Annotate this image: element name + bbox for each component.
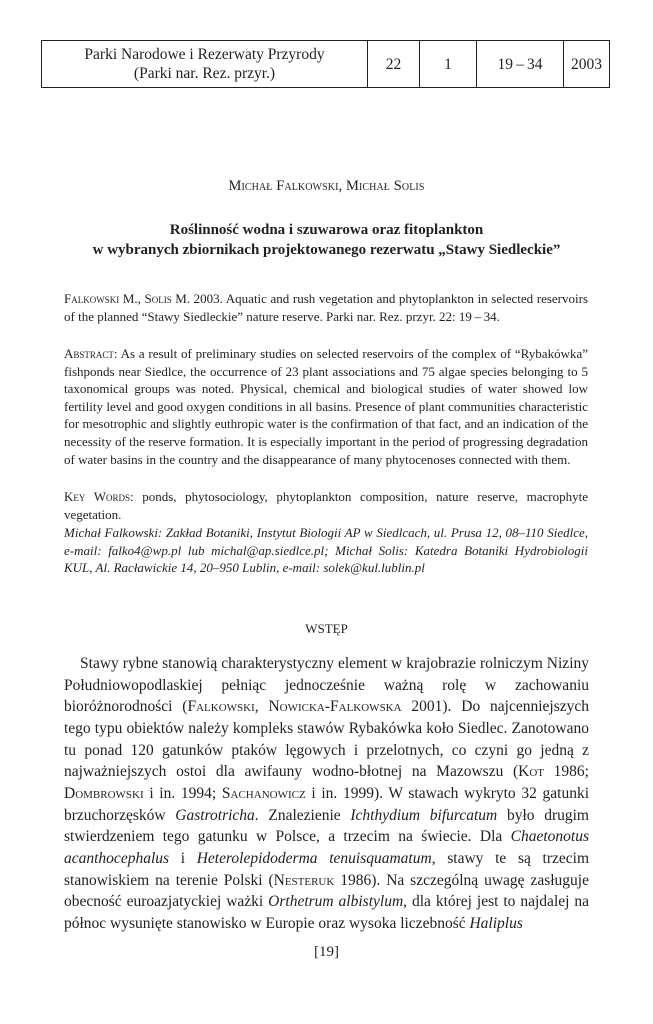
citation-author-1: Falkowski (64, 291, 120, 306)
journal-header-table (41, 40, 610, 88)
body-text: i in. 1999). W stawach wykryto 32 gatunki brzuchorzęsków (64, 784, 590, 824)
species-name: Heterolepidoderma tenuisquamatum (196, 849, 432, 867)
body-text: Stawy rybne stanowią charakterystyczny element w krajobrazie rolniczym Niziny Południowopodlaskiej pełniąc jednocześnie ważną rolę w zachowaniu bioróżnorodności ( (64, 655, 589, 716)
species-name: Ichthydium bifurcatum (350, 806, 498, 824)
citation (64, 290, 588, 325)
body-text: 1986; (544, 763, 589, 781)
body-text: było drugim stwierdzeniem tego gatunku w Polsce, a trzecim na świecie. Dla (64, 806, 589, 846)
keywords-label: Key Words (64, 489, 131, 504)
body-text: 2001). Do najcenniejszych tego typu obiektów należy kompleks stawów Rybakówka koło Siedlec. Zanotowano tu ponad 120 gatunków ptaków lęgowych i przelotnych, co czyni go jedną z najważniejszych ostoi dla awifauny wodno-błotnej na Mazowszu ( (64, 698, 590, 781)
citation-author-2: Solis (144, 291, 172, 306)
authors: Michał Falkowski, Michał Solis (228, 178, 425, 194)
reference: Falkowski, Nowicka-Falkowska (187, 698, 402, 716)
volume-cell: 22 (368, 41, 420, 88)
species-name: Gastrotricha (175, 806, 255, 824)
reference: Sachanowicz (221, 784, 306, 802)
body-paragraph (64, 653, 589, 935)
journal-abbrev: (Parki nar. Rez. przyr.) (133, 65, 276, 82)
body-text: , dla której jest to najdalej na północ wysunięte stanowisko w Europie oraz wysoka liczebność (64, 893, 589, 932)
species-name: Orthetrum albistylum (268, 893, 404, 911)
abstract-text: : As a result of preliminary studies on selected reservoirs of the complex of “Rybakówka” fishponds near Siedlce, the occurrence of 23 plant associations and 75 algae species belonging to 5 taxonomical groups was noted. Physical, chemical and biological studies of water showed low fertility level and good oxygen conditions in all basins. Presence of plant communities characteristic for mesotrophic and slightly euthropic water is the confirmation of that fact, and an indication of the necessity of the reserve formation. It is especially important in the period of progressing degradation of water basins in the country and the disappearance of many phytocenoses connected with them. (64, 346, 588, 467)
issue-cell: 1 (420, 41, 477, 88)
citation-rest: M. 2003. Aquatic and rush vegetation and phytoplankton in selected reservoirs of the planned “Stawy Siedleckie” nature reserve. Parki nar. Rez. przyr. 22: 19 – 34. (64, 291, 589, 324)
affiliation-text: Michał Falkowski: Zakład Botaniki, Instytut Biologii AP w Siedlcach, ul. Prusa 12, 08–110 Siedlce, e-mail: falko4@wp.pl lub michal@ap.siedlce.pl; Michał Solis: Katedra Botaniki Hydrobiologii KUL, Al. Racławickie 14, 20–950 Lublin, e-mail: solek@kul.lublin.pl (64, 525, 588, 576)
abstract (64, 345, 588, 468)
species-name: Haliplus (469, 914, 523, 932)
reference: Nesteruk (273, 871, 335, 889)
title-line-2: w wybranych zbiornikach projektowanego rezerwatu „Stawy Siedleckie” (92, 242, 561, 258)
keywords-text: : ponds, phytosociology, phytoplankton composition, nature reserve, macrophyte vegetation. (64, 489, 588, 522)
page-number: [19] (314, 944, 339, 960)
body-text: . Znalezienie (254, 806, 351, 824)
affiliation (64, 524, 588, 577)
body-text: i (169, 849, 197, 867)
title-line-1: Roślinność wodna i szuwarowa oraz fitoplankton (169, 222, 484, 238)
article-title (40, 220, 613, 260)
body-text: 1986). Na szczególną uwagę zasługuje obecność euroazjatyckiej ważki (64, 871, 589, 911)
reference: Kot (518, 763, 545, 781)
species-name: Chaetonotus acanthocephalus (64, 828, 589, 867)
citation-mid: M., (119, 291, 145, 306)
abstract-label: Abstract (64, 346, 114, 361)
journal-title-cell (42, 41, 368, 88)
section-heading: WSTĘP (305, 621, 348, 636)
pages-cell: 19 – 34 (477, 41, 564, 88)
reference: Dombrowski (64, 784, 144, 802)
year-cell: 2003 (564, 41, 610, 88)
body-text: , stawy te są trzecim stanowiskiem na terenie Polski ( (64, 849, 589, 889)
body-text: i in. 1994; (143, 784, 222, 802)
keywords (64, 488, 588, 523)
journal-title: Parki Narodowe i Rezerwaty Przyrody (84, 46, 325, 63)
